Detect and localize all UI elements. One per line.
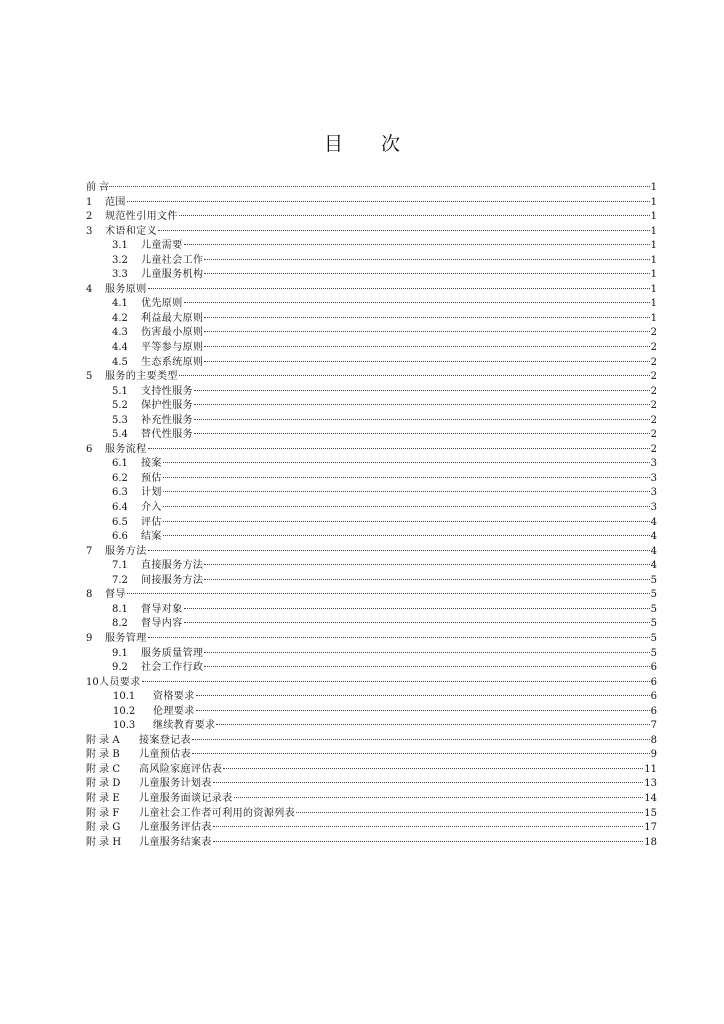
- toc-entry[interactable]: [86, 763, 657, 778]
- toc-entry-number: 2: [86, 211, 93, 223]
- dot-leader: [213, 782, 643, 783]
- toc-entry-page-number: 1: [650, 298, 657, 310]
- toc-entry-title: 接案: [141, 458, 162, 470]
- toc-entry-page-number: 3: [650, 502, 657, 514]
- toc-entry-number: 附 录 A: [86, 734, 120, 746]
- toc-entry-page-number: 2: [650, 385, 657, 397]
- toc-entry-page-number: 1: [650, 196, 657, 208]
- dot-leader: [204, 331, 649, 332]
- dot-leader: [184, 244, 650, 245]
- toc-entry[interactable]: [86, 254, 657, 269]
- toc-entry-title: 服务质量管理: [141, 647, 204, 659]
- toc-entry-number: 1: [86, 196, 93, 208]
- toc-entry-title: 直接服务方法: [141, 560, 204, 572]
- dot-leader: [148, 637, 650, 638]
- toc-entry-page-number: 6: [650, 662, 657, 674]
- toc-entry[interactable]: [86, 443, 657, 458]
- toc-entry-number: 10: [86, 676, 99, 688]
- toc-entry-page-number: 4: [650, 531, 657, 543]
- dot-leader: [142, 681, 650, 682]
- toc-entry-page-number: 1: [650, 312, 657, 324]
- toc-entry[interactable]: [86, 603, 657, 618]
- toc-entry-page-number: 1: [650, 269, 657, 281]
- toc-entry-title: 结案: [141, 531, 162, 543]
- toc-entry-number: 8.1: [112, 603, 128, 615]
- toc-entry-title: 儿童服务机构: [141, 269, 204, 281]
- dot-leader: [192, 739, 650, 740]
- toc-entry[interactable]: [86, 617, 657, 632]
- toc-entry-number: 3: [86, 225, 93, 237]
- toc-entry-page-number: 2: [650, 400, 657, 412]
- toc-entry-title: 督导: [105, 589, 126, 601]
- toc-entry-page-number: 6: [650, 705, 657, 717]
- dot-leader: [204, 652, 649, 653]
- toc-entry-number: 附 录 E: [86, 792, 120, 804]
- toc-entry-number: 6.6: [112, 531, 128, 543]
- dot-leader: [204, 259, 649, 260]
- dot-leader: [204, 361, 649, 362]
- dot-leader: [192, 753, 650, 754]
- toc-entry-number: 10.3: [113, 720, 136, 732]
- toc-entry-number: 4.1: [112, 298, 128, 310]
- toc-entry-number: 9: [86, 632, 93, 644]
- dot-leader: [148, 288, 650, 289]
- toc-entry-page-number: 9: [650, 749, 657, 761]
- toc-entry-title: 儿童服务面谈记录表: [139, 792, 233, 804]
- toc-entry-page-number: 8: [650, 734, 657, 746]
- toc-entry-title: 计划: [141, 487, 162, 499]
- toc-entry[interactable]: [86, 196, 657, 211]
- toc-entry[interactable]: [86, 545, 657, 560]
- toc-entry[interactable]: [86, 181, 657, 196]
- toc-entry-number: 5.2: [112, 400, 128, 412]
- dot-leader: [296, 812, 643, 813]
- dot-leader: [148, 448, 650, 449]
- dot-leader: [184, 608, 650, 609]
- toc-entry-page-number: 1: [650, 254, 657, 266]
- toc-entry[interactable]: [86, 647, 657, 662]
- toc-entry[interactable]: [86, 530, 657, 545]
- toc-entry[interactable]: [86, 225, 657, 240]
- toc-entry-title: 资格要求: [153, 691, 195, 703]
- dot-leader: [158, 230, 650, 231]
- toc-entry-page-number: 11: [644, 763, 657, 775]
- toc-entry-page-number: 1: [650, 225, 657, 237]
- toc-entry-title: 伦理要求: [153, 705, 195, 717]
- toc-entry-number: 3.3: [112, 269, 128, 281]
- toc-entry-page-number: 4: [650, 516, 657, 528]
- toc-entry[interactable]: [86, 385, 657, 400]
- toc-entry-title: 儿童社会工作: [141, 254, 204, 266]
- toc-entry-number: 9.2: [112, 662, 128, 674]
- toc-entry[interactable]: [86, 414, 657, 429]
- toc-entry-number: 6.2: [112, 472, 128, 484]
- toc-entry[interactable]: [86, 268, 657, 283]
- toc-entry-title: 保护性服务: [141, 400, 193, 412]
- toc-entry[interactable]: [86, 501, 657, 516]
- toc-entry[interactable]: [86, 297, 657, 312]
- dot-leader: [163, 462, 650, 463]
- toc-entry[interactable]: [86, 428, 657, 443]
- toc-entry-page-number: 5: [650, 632, 657, 644]
- dot-leader: [148, 550, 650, 551]
- dot-leader: [179, 215, 650, 216]
- toc-entry-title: 服务的主要类型: [105, 371, 178, 383]
- dot-leader: [194, 419, 650, 420]
- toc-entry[interactable]: [86, 821, 657, 836]
- toc-entry-title: 服务流程: [105, 443, 147, 455]
- toc-entry-number: 附 录 D: [86, 778, 121, 790]
- dot-leader: [163, 506, 650, 507]
- dot-leader: [100, 186, 650, 187]
- toc-entry-title: 介入: [141, 502, 162, 514]
- toc-entry[interactable]: [86, 516, 657, 531]
- toc-entry-title: 服务方法: [105, 545, 147, 557]
- toc-entry-page-number: 1: [650, 211, 657, 223]
- toc-entry-title: 优先原则: [141, 298, 183, 310]
- toc-entry-page-number: 18: [644, 836, 657, 848]
- dot-leader: [127, 201, 650, 202]
- dot-leader: [204, 579, 649, 580]
- toc-entry[interactable]: [86, 559, 657, 574]
- toc-entry[interactable]: [86, 676, 657, 691]
- dot-leader: [204, 346, 649, 347]
- toc-entry[interactable]: [86, 574, 657, 589]
- toc-entry-page-number: 1: [650, 240, 657, 252]
- toc-entry-page-number: 17: [644, 822, 657, 834]
- toc-entry-page-number: 3: [650, 472, 657, 484]
- toc-entry-page-number: 15: [644, 807, 657, 819]
- toc-entry-number: 附 录 C: [86, 763, 121, 775]
- toc-entry-number: 附 录 H: [86, 836, 122, 848]
- toc-entry[interactable]: [86, 807, 657, 822]
- toc-entry[interactable]: [86, 356, 657, 371]
- toc-entry-page-number: 3: [650, 487, 657, 499]
- dot-leader: [184, 302, 650, 303]
- toc-entry-title: 范围: [105, 196, 126, 208]
- toc-entry-title: 督导对象: [141, 603, 183, 615]
- toc-entry[interactable]: [86, 472, 657, 487]
- toc-entry-title: 儿童服务计划表: [139, 778, 212, 790]
- toc-entry-page-number: 14: [644, 792, 657, 804]
- toc-entry-number: 前 言: [86, 182, 110, 193]
- toc-entry-number: 6.1: [112, 458, 128, 470]
- dot-leader: [196, 695, 650, 696]
- toc-entry-number: 4.2: [112, 312, 128, 324]
- toc-entry-title: 服务原则: [105, 283, 147, 295]
- table-of-contents: [86, 181, 657, 850]
- toc-entry-page-number: 4: [650, 560, 657, 572]
- toc-entry-title: 伤害最小原则: [141, 327, 204, 339]
- toc-entry-number: 5.4: [112, 429, 128, 441]
- toc-entry-page-number: 13: [644, 778, 657, 790]
- dot-leader: [194, 404, 650, 405]
- toc-entry-title: 间接服务方法: [141, 574, 204, 586]
- dot-leader: [184, 622, 650, 623]
- toc-entry-number: 7: [86, 545, 93, 557]
- toc-entry[interactable]: [86, 312, 657, 327]
- toc-entry[interactable]: [86, 777, 657, 792]
- toc-entry-page-number: 5: [650, 647, 657, 659]
- toc-entry-page-number: 5: [650, 574, 657, 586]
- toc-entry-number: 6.5: [112, 516, 128, 528]
- toc-entry[interactable]: [86, 734, 657, 749]
- toc-entry-number: 4: [86, 283, 93, 295]
- toc-entry-title: 利益最大原则: [141, 312, 204, 324]
- toc-entry-title: 生态系统原则: [141, 356, 204, 368]
- dot-leader: [216, 724, 649, 725]
- toc-entry-page-number: 2: [650, 371, 657, 383]
- dot-leader: [204, 666, 649, 667]
- toc-entry-page-number: 6: [650, 691, 657, 703]
- toc-entry-number: 8.2: [112, 618, 128, 630]
- toc-entry[interactable]: [86, 719, 657, 734]
- toc-entry-page-number: 2: [650, 429, 657, 441]
- dot-leader: [234, 797, 644, 798]
- toc-entry[interactable]: [86, 836, 657, 851]
- toc-entry-number: 3.1: [112, 240, 128, 252]
- toc-entry-title: 儿童服务评估表: [139, 822, 212, 834]
- toc-entry-title: 继续教育要求: [153, 720, 216, 732]
- toc-entry-page-number: 2: [650, 327, 657, 339]
- toc-entry[interactable]: [86, 326, 657, 341]
- toc-entry[interactable]: [86, 239, 657, 254]
- toc-entry[interactable]: [86, 588, 657, 603]
- dot-leader: [204, 317, 649, 318]
- toc-entry-title: 术语和定义: [105, 225, 157, 237]
- toc-entry-page-number: 1: [650, 283, 657, 295]
- toc-entry[interactable]: [86, 399, 657, 414]
- toc-entry-number: 9.1: [112, 647, 128, 659]
- toc-entry-title: 儿童预估表: [139, 749, 191, 761]
- toc-entry-title: 规范性引用文件: [105, 211, 178, 223]
- toc-entry-number: 6.3: [112, 487, 128, 499]
- toc-entry-number: 5.1: [112, 385, 128, 397]
- toc-entry-title: 替代性服务: [141, 429, 193, 441]
- toc-entry-page-number: 5: [650, 618, 657, 630]
- toc-entry-number: 7.1: [112, 560, 128, 572]
- toc-entry-number: 8: [86, 589, 93, 601]
- toc-entry-page-number: 6: [650, 676, 657, 688]
- dot-leader: [127, 593, 650, 594]
- dot-leader: [204, 273, 649, 274]
- toc-entry-page-number: 2: [650, 414, 657, 426]
- toc-entry[interactable]: [86, 457, 657, 472]
- toc-entry[interactable]: [86, 792, 657, 807]
- toc-entry-title: 儿童社会工作者可利用的资源列表: [139, 807, 295, 819]
- toc-entry-page-number: 4: [650, 545, 657, 557]
- toc-entry-number: 附 录 G: [86, 822, 121, 834]
- toc-entry[interactable]: [86, 661, 657, 676]
- toc-entry-number: 附 录 F: [86, 807, 120, 819]
- toc-entry[interactable]: [86, 748, 657, 763]
- toc-entry-number: 4.5: [112, 356, 128, 368]
- toc-entry-number: 5: [86, 371, 93, 383]
- toc-entry-title: 支持性服务: [141, 385, 193, 397]
- toc-entry-title: 预估: [141, 472, 162, 484]
- toc-entry-title: 评估: [141, 516, 162, 528]
- toc-entry[interactable]: [86, 632, 657, 647]
- toc-entry-page-number: 1: [650, 182, 657, 193]
- toc-entry-number: 4.3: [112, 327, 128, 339]
- toc-entry-page-number: 2: [650, 342, 657, 354]
- toc-entry-page-number: 2: [650, 443, 657, 455]
- toc-entry-page-number: 3: [650, 458, 657, 470]
- dot-leader: [213, 826, 643, 827]
- toc-entry[interactable]: [86, 690, 657, 705]
- toc-entry[interactable]: [86, 370, 657, 385]
- toc-entry-title: 接案登记表: [139, 734, 191, 746]
- toc-entry-number: 7.2: [112, 574, 128, 586]
- dot-leader: [204, 564, 649, 565]
- toc-entry-page-number: 7: [650, 720, 657, 732]
- toc-entry-page-number: 5: [650, 589, 657, 601]
- toc-entry-page-number: 2: [650, 356, 657, 368]
- dot-leader: [223, 768, 643, 769]
- dot-leader: [163, 491, 650, 492]
- toc-entry[interactable]: [86, 486, 657, 501]
- toc-entry-title: 平等参与原则: [141, 342, 204, 354]
- toc-entry-title: 督导内容: [141, 618, 183, 630]
- dot-leader: [194, 433, 650, 434]
- toc-entry-title: 社会工作行政: [141, 662, 204, 674]
- toc-entry[interactable]: [86, 705, 657, 720]
- dot-leader: [163, 521, 650, 522]
- toc-entry-number: 附 录 B: [86, 749, 120, 761]
- dot-leader: [213, 841, 643, 842]
- toc-title: 目 次: [323, 133, 417, 155]
- toc-entry-number: 6: [86, 443, 93, 455]
- dot-leader: [194, 390, 650, 391]
- dot-leader: [196, 710, 650, 711]
- dot-leader: [163, 535, 650, 536]
- toc-entry-title: 人员要求: [99, 676, 141, 688]
- toc-entry-title: 服务管理: [105, 632, 147, 644]
- toc-entry-number: 4.4: [112, 342, 128, 354]
- toc-entry-number: 3.2: [112, 254, 128, 266]
- dot-leader: [163, 477, 650, 478]
- toc-entry-number: 10.1: [113, 691, 136, 703]
- toc-entry-number: 5.3: [112, 414, 128, 426]
- toc-entry-title: 儿童服务结案表: [139, 836, 212, 848]
- toc-entry[interactable]: [86, 341, 657, 356]
- dot-leader: [179, 375, 650, 376]
- toc-entry[interactable]: [86, 283, 657, 298]
- toc-entry-title: 儿童需要: [141, 240, 183, 252]
- toc-entry-number: 10.2: [113, 705, 136, 717]
- toc-entry-title: 高风险家庭评估表: [139, 763, 223, 775]
- toc-entry[interactable]: [86, 210, 657, 225]
- toc-entry-number: 6.4: [112, 502, 128, 514]
- toc-entry-title: 补充性服务: [141, 414, 193, 426]
- toc-entry-page-number: 5: [650, 603, 657, 615]
